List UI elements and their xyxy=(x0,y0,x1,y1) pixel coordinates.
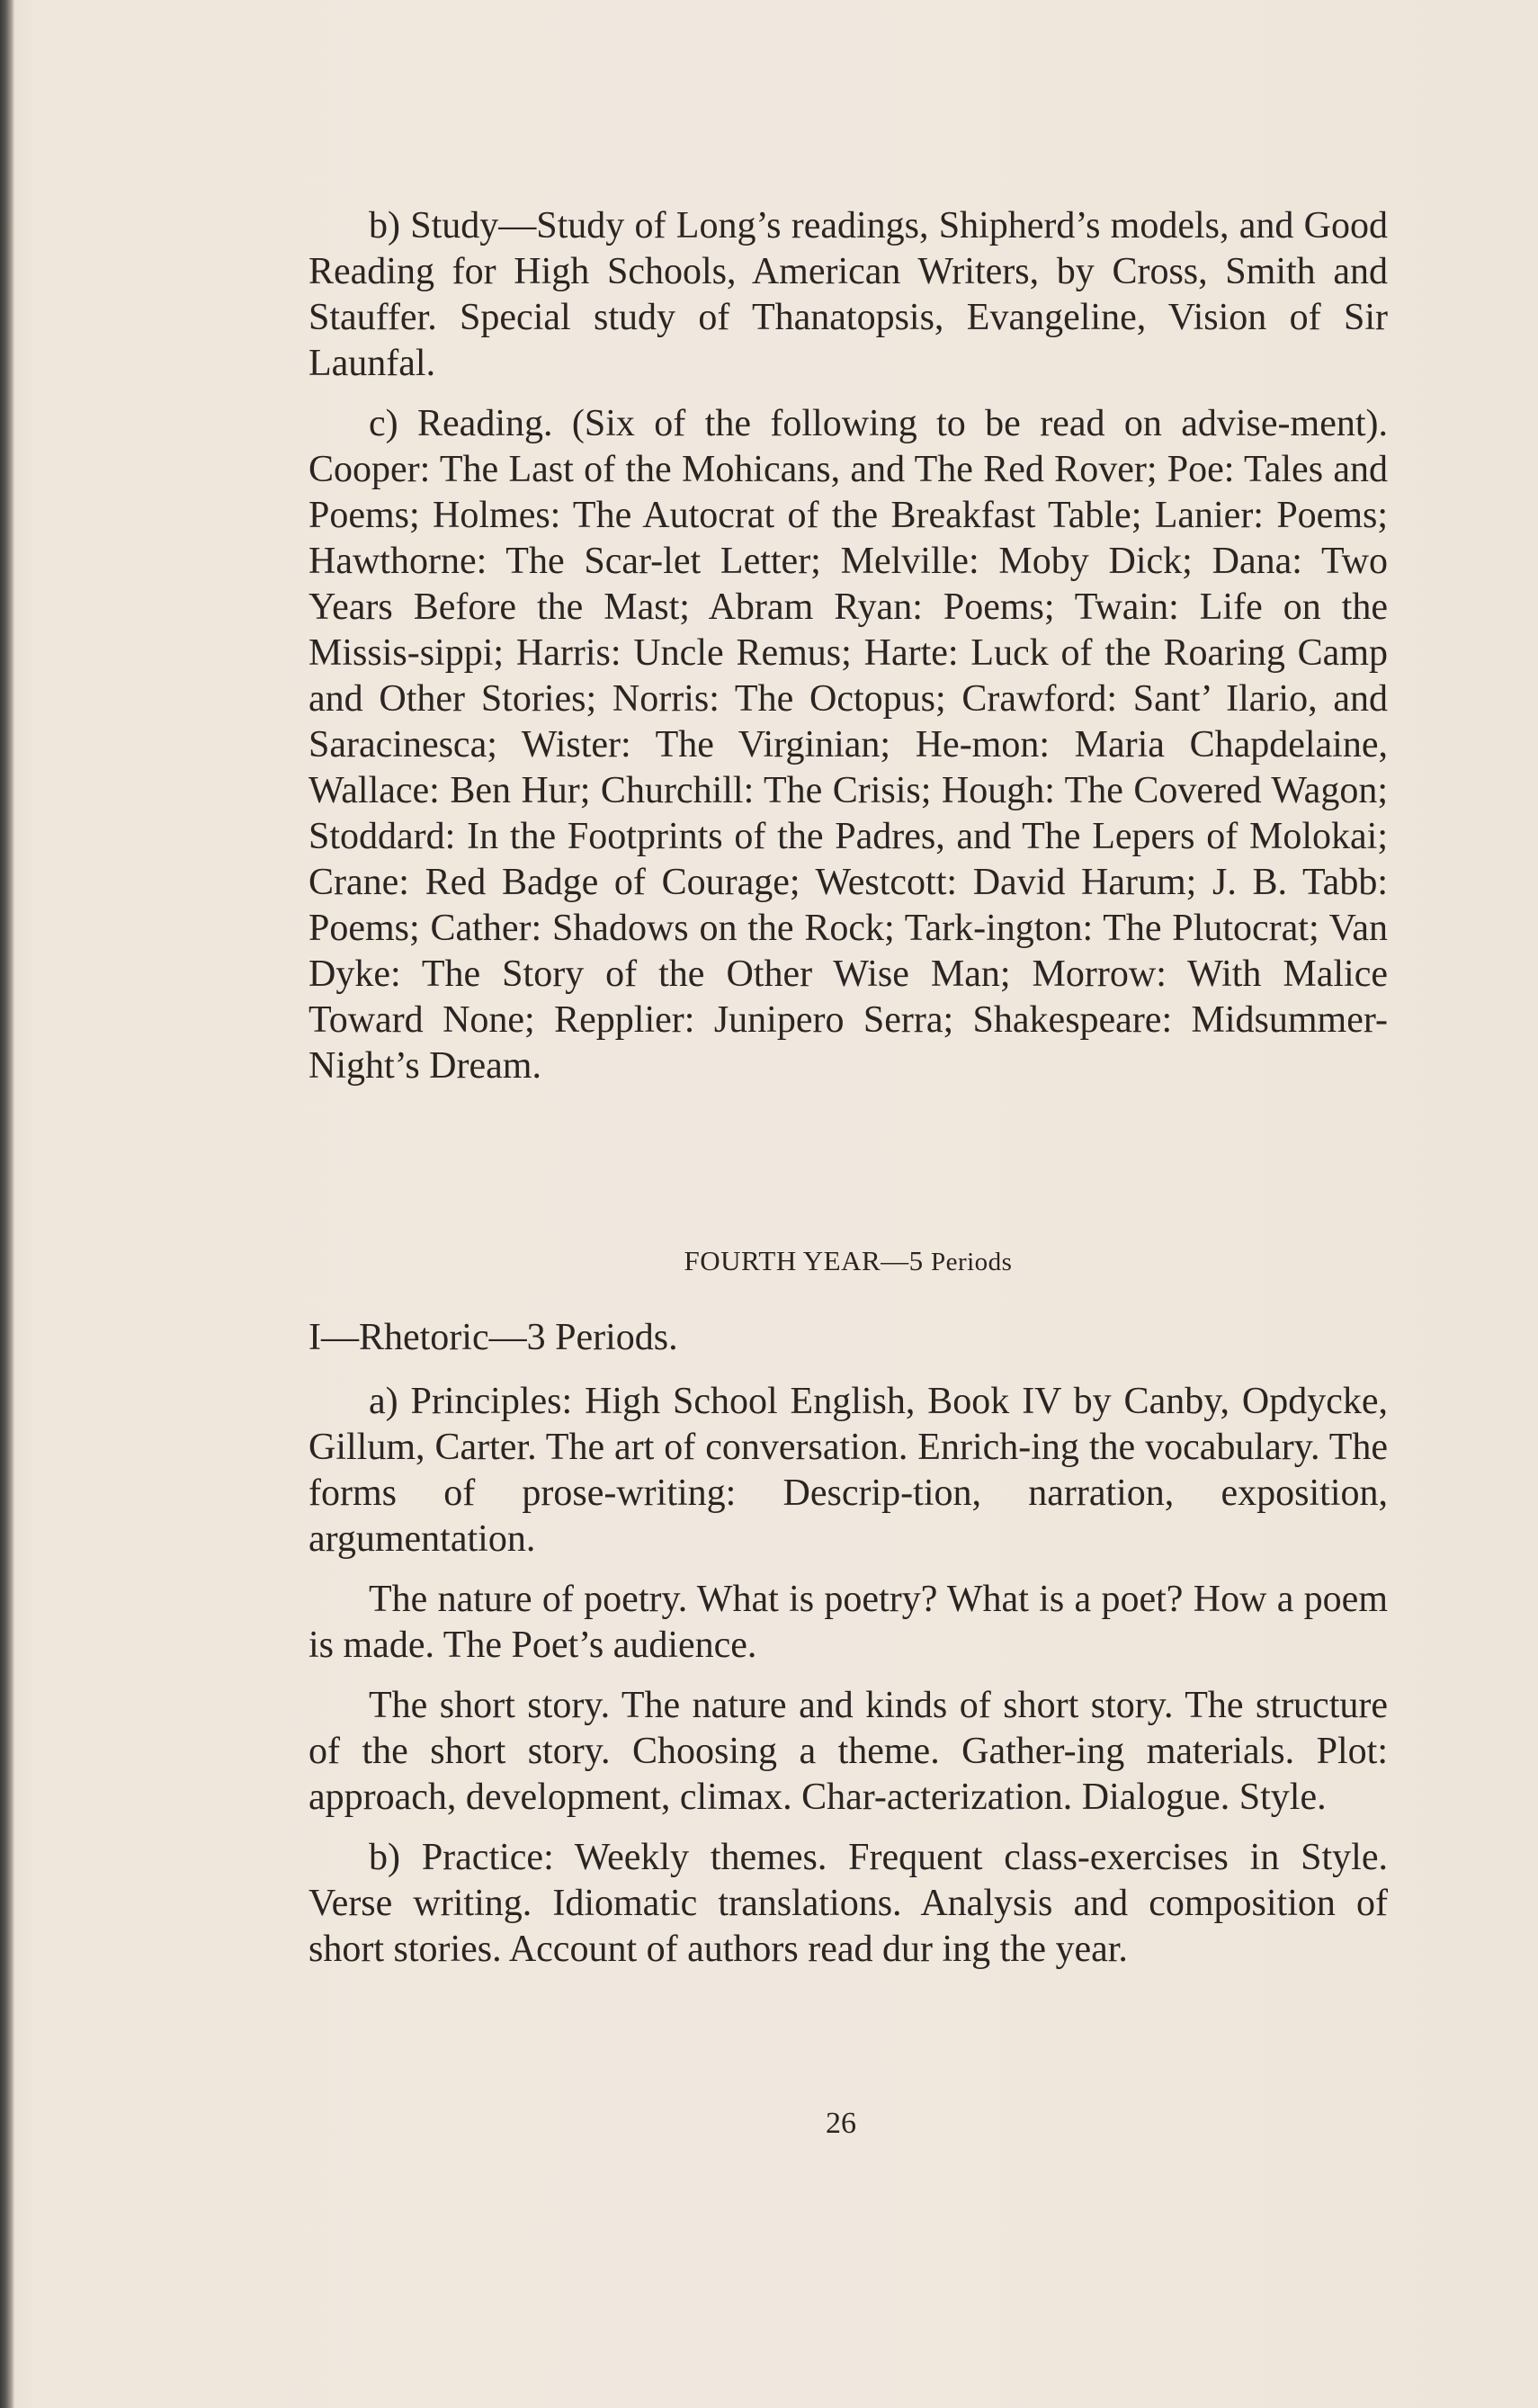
reading-paragraph: c) Reading. (Six of the following to be read on advise-ment). Cooper: The Last of the Mohicans, and The Red Rover; Poe: Tales and Poems; Holmes: The Autocrat of the Breakfast Table; Lanier: Poems; Hawthorne: The Scar-let Letter; Melville: Moby Dick; Dana: Two Years Before the Mast; Abram Ryan: Poems; Twain: Life on the Missis-sippi; Harris: Uncle Remus; Harte: Luck of the Roaring Camp and Other Stories; Norris: The Octopus; Crawford: Sant’ Ilario, and Saracinesca; Wister: The Virginian; He-mon: Maria Chapdelaine, Wallace: Ben Hur; Churchill: The Crisis; Hough: The Covered Wagon; Stoddard: In the Footprints of the Padres, and The Lepers of Molokai; Crane: Red Badge of Courage; Westcott: David Harum; J. B. Tabb: Poems; Cather: Shadows on the Rock; Tark-ington: The Plutocrat; Van Dyke: The Story of the Other Wise Man; Morrow: With Malice Toward None; Repplier: Junipero Serra; Shakespeare: Midsummer-Night’s Dream. xyxy=(308,403,1388,1087)
poetry-paragraph: The nature of poetry. What is poetry? What is a poet? How a poem is made. The Poet’s audience. xyxy=(308,1579,1388,1666)
third-year-continuation xyxy=(308,203,1388,1104)
study-paragraph: b) Study—Study of Long’s readings, Shipherd’s models, and Good Reading for High Schools, American Writers, by Cross, Smith and Stauffer. Special study of Thanatopsis, Evangeline, Vision of Sir Launfal. xyxy=(308,205,1388,384)
rhetoric-heading: I—Rhetoric—3 Periods. xyxy=(308,1317,678,1358)
heading-periods: Periods xyxy=(930,1248,1013,1276)
heading-main: FOURTH YEAR—5 xyxy=(684,1245,924,1276)
page-number: 26 xyxy=(826,2107,856,2140)
practice-paragraph: b) Practice: Weekly themes. Frequent class-exercises in Style. Verse writing. Idiomatic translations. Analysis and composition of short stories. Account of authors read dur ing the year. xyxy=(308,1837,1388,1970)
book-spine-edge xyxy=(0,0,14,2408)
fourth-year-heading xyxy=(308,1245,1388,1277)
short-story-paragraph: The short story. The nature and kinds of short story. The structure of the short story. Choosing a theme. Gather-ing materials. Plot: approach, development, climax. Char-acterization. Dialogue. Style. xyxy=(308,1685,1388,1818)
principles-paragraph: a) Principles: High School English, Book IV by Canby, Opdycke, Gillum, Carter. The art of conversation. Enrich-ing the vocabulary. The forms of prose-writing: Descrip-tion, narration, exposition, argumentation. xyxy=(308,1381,1388,1560)
fourth-year-content xyxy=(308,1315,1388,1987)
